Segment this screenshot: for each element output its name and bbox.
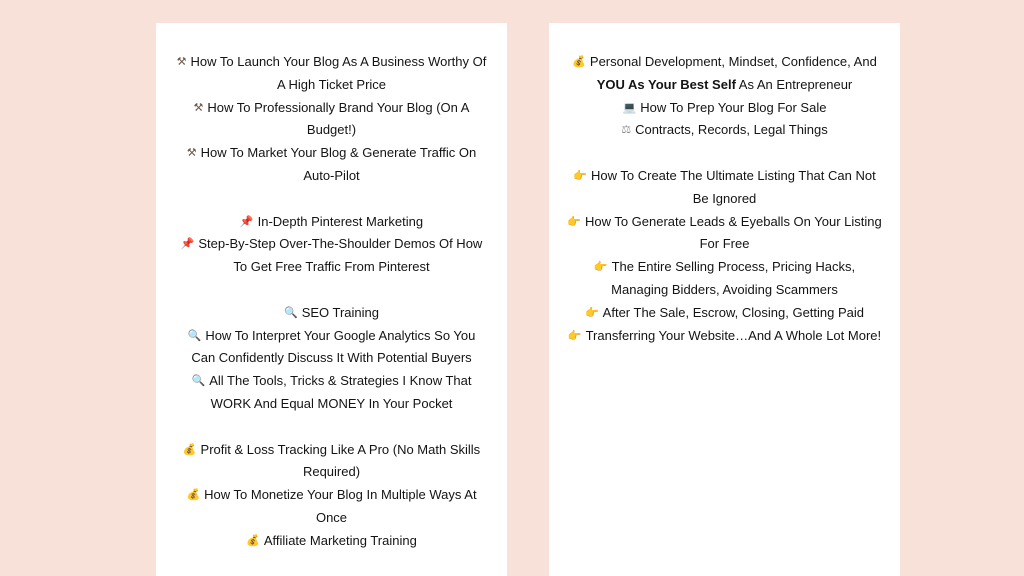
hammer-icon: ⚒ — [186, 146, 197, 160]
list-item-text: How To Professionally Brand Your Blog (On A Budget!) — [207, 99, 470, 138]
pointing-hand-icon: 👉 — [573, 168, 587, 182]
hammer-icon: ⚒ — [193, 100, 204, 114]
left-content-card — [156, 23, 507, 576]
pushpin-icon: 📌 — [180, 237, 195, 251]
moneybag-icon: 💰 — [572, 55, 586, 68]
list-item — [174, 325, 489, 371]
list-item-text: As An Entrepreneur — [735, 76, 853, 92]
list-item-text: All The Tools, Tricks & Strategies I Know That WORK And Equal MONEY In Your Pocket — [209, 373, 472, 411]
list-item — [567, 302, 882, 325]
list-item — [174, 142, 489, 188]
list-item — [174, 51, 489, 97]
list-item-text: Affiliate Marketing Training — [263, 532, 417, 548]
list-item-text: Step-By-Step Over-The-Shoulder Demos Of How To Get Free Traffic From Pinterest — [198, 236, 483, 275]
pushpin-icon: 📌 — [239, 214, 254, 228]
list-item — [567, 97, 882, 120]
list-item — [174, 484, 489, 530]
list-item-text: Transferring Your Website…And A Whole Lot More! — [585, 327, 882, 343]
list-item — [174, 233, 489, 279]
list-item — [174, 530, 489, 553]
list-item-text: Profit & Loss Tracking Like A Pro (No Math Skills Required) — [200, 441, 481, 480]
list-item-text: How To Monetize Your Blog In Multiple Ways At Once — [204, 487, 477, 525]
spacer — [174, 279, 489, 302]
list-item-text: Contracts, Records, Legal Things — [635, 122, 828, 138]
list-item — [174, 439, 489, 485]
list-item-text: After The Sale, Escrow, Closing, Getting Paid — [602, 304, 865, 320]
list-item-text: How To Generate Leads & Eyeballs On Your Listing For Free — [584, 213, 882, 252]
moneybag-icon: 💰 — [246, 533, 260, 547]
list-item-text: How To Create The Ultimate Listing That Can Not Be Ignored — [591, 167, 876, 206]
list-item-text: SEO Training — [301, 304, 380, 320]
list-item — [174, 370, 489, 416]
list-item-text: In-Depth Pinterest Marketing — [257, 213, 424, 229]
hammer-icon: ⚒ — [176, 55, 187, 68]
magnifier-icon: 🔍 — [187, 328, 202, 342]
pointing-hand-icon: 👉 — [593, 260, 608, 274]
scale-icon: ⚖ — [621, 123, 632, 137]
list-item — [567, 325, 882, 348]
list-item-text: Personal Development, Mindset, Confidence, And — [589, 54, 877, 69]
pointing-hand-icon: 👉 — [584, 305, 599, 319]
list-item-text: The Entire Selling Process, Pricing Hacks, Managing Bidders, Avoiding Scammers — [611, 259, 856, 297]
list-item-text: How To Interpret Your Google Analytics So You Can Confidently Discuss It With Potential Buyers — [191, 327, 476, 366]
list-item — [567, 119, 882, 142]
right-content-card — [549, 23, 900, 576]
spacer — [174, 416, 489, 439]
moneybag-icon: 💰 — [182, 442, 197, 456]
pointing-hand-icon: 👉 — [567, 214, 581, 228]
list-item — [174, 97, 489, 143]
list-item-text: How To Market Your Blog & Generate Traffic On Auto-Pilot — [200, 145, 477, 183]
spacer — [174, 188, 489, 211]
magnifier-icon: 🔍 — [191, 374, 206, 388]
list-item — [567, 165, 882, 211]
list-item — [567, 51, 882, 97]
list-item — [174, 302, 489, 325]
list-item-text: How To Launch Your Blog As A Business Worthy Of A High Ticket Price — [190, 54, 487, 92]
emphasis-text: YOU As Your Best Self — [596, 76, 736, 92]
list-item-text: How To Prep Your Blog For Sale — [640, 99, 827, 115]
spacer — [567, 142, 882, 165]
magnifier-icon: 🔍 — [283, 305, 298, 319]
list-item — [174, 211, 489, 234]
moneybag-icon: 💰 — [186, 488, 201, 502]
list-item — [567, 256, 882, 302]
pointing-hand-icon: 👉 — [567, 328, 582, 342]
laptop-icon: 💻 — [622, 100, 637, 114]
list-item — [567, 211, 882, 257]
